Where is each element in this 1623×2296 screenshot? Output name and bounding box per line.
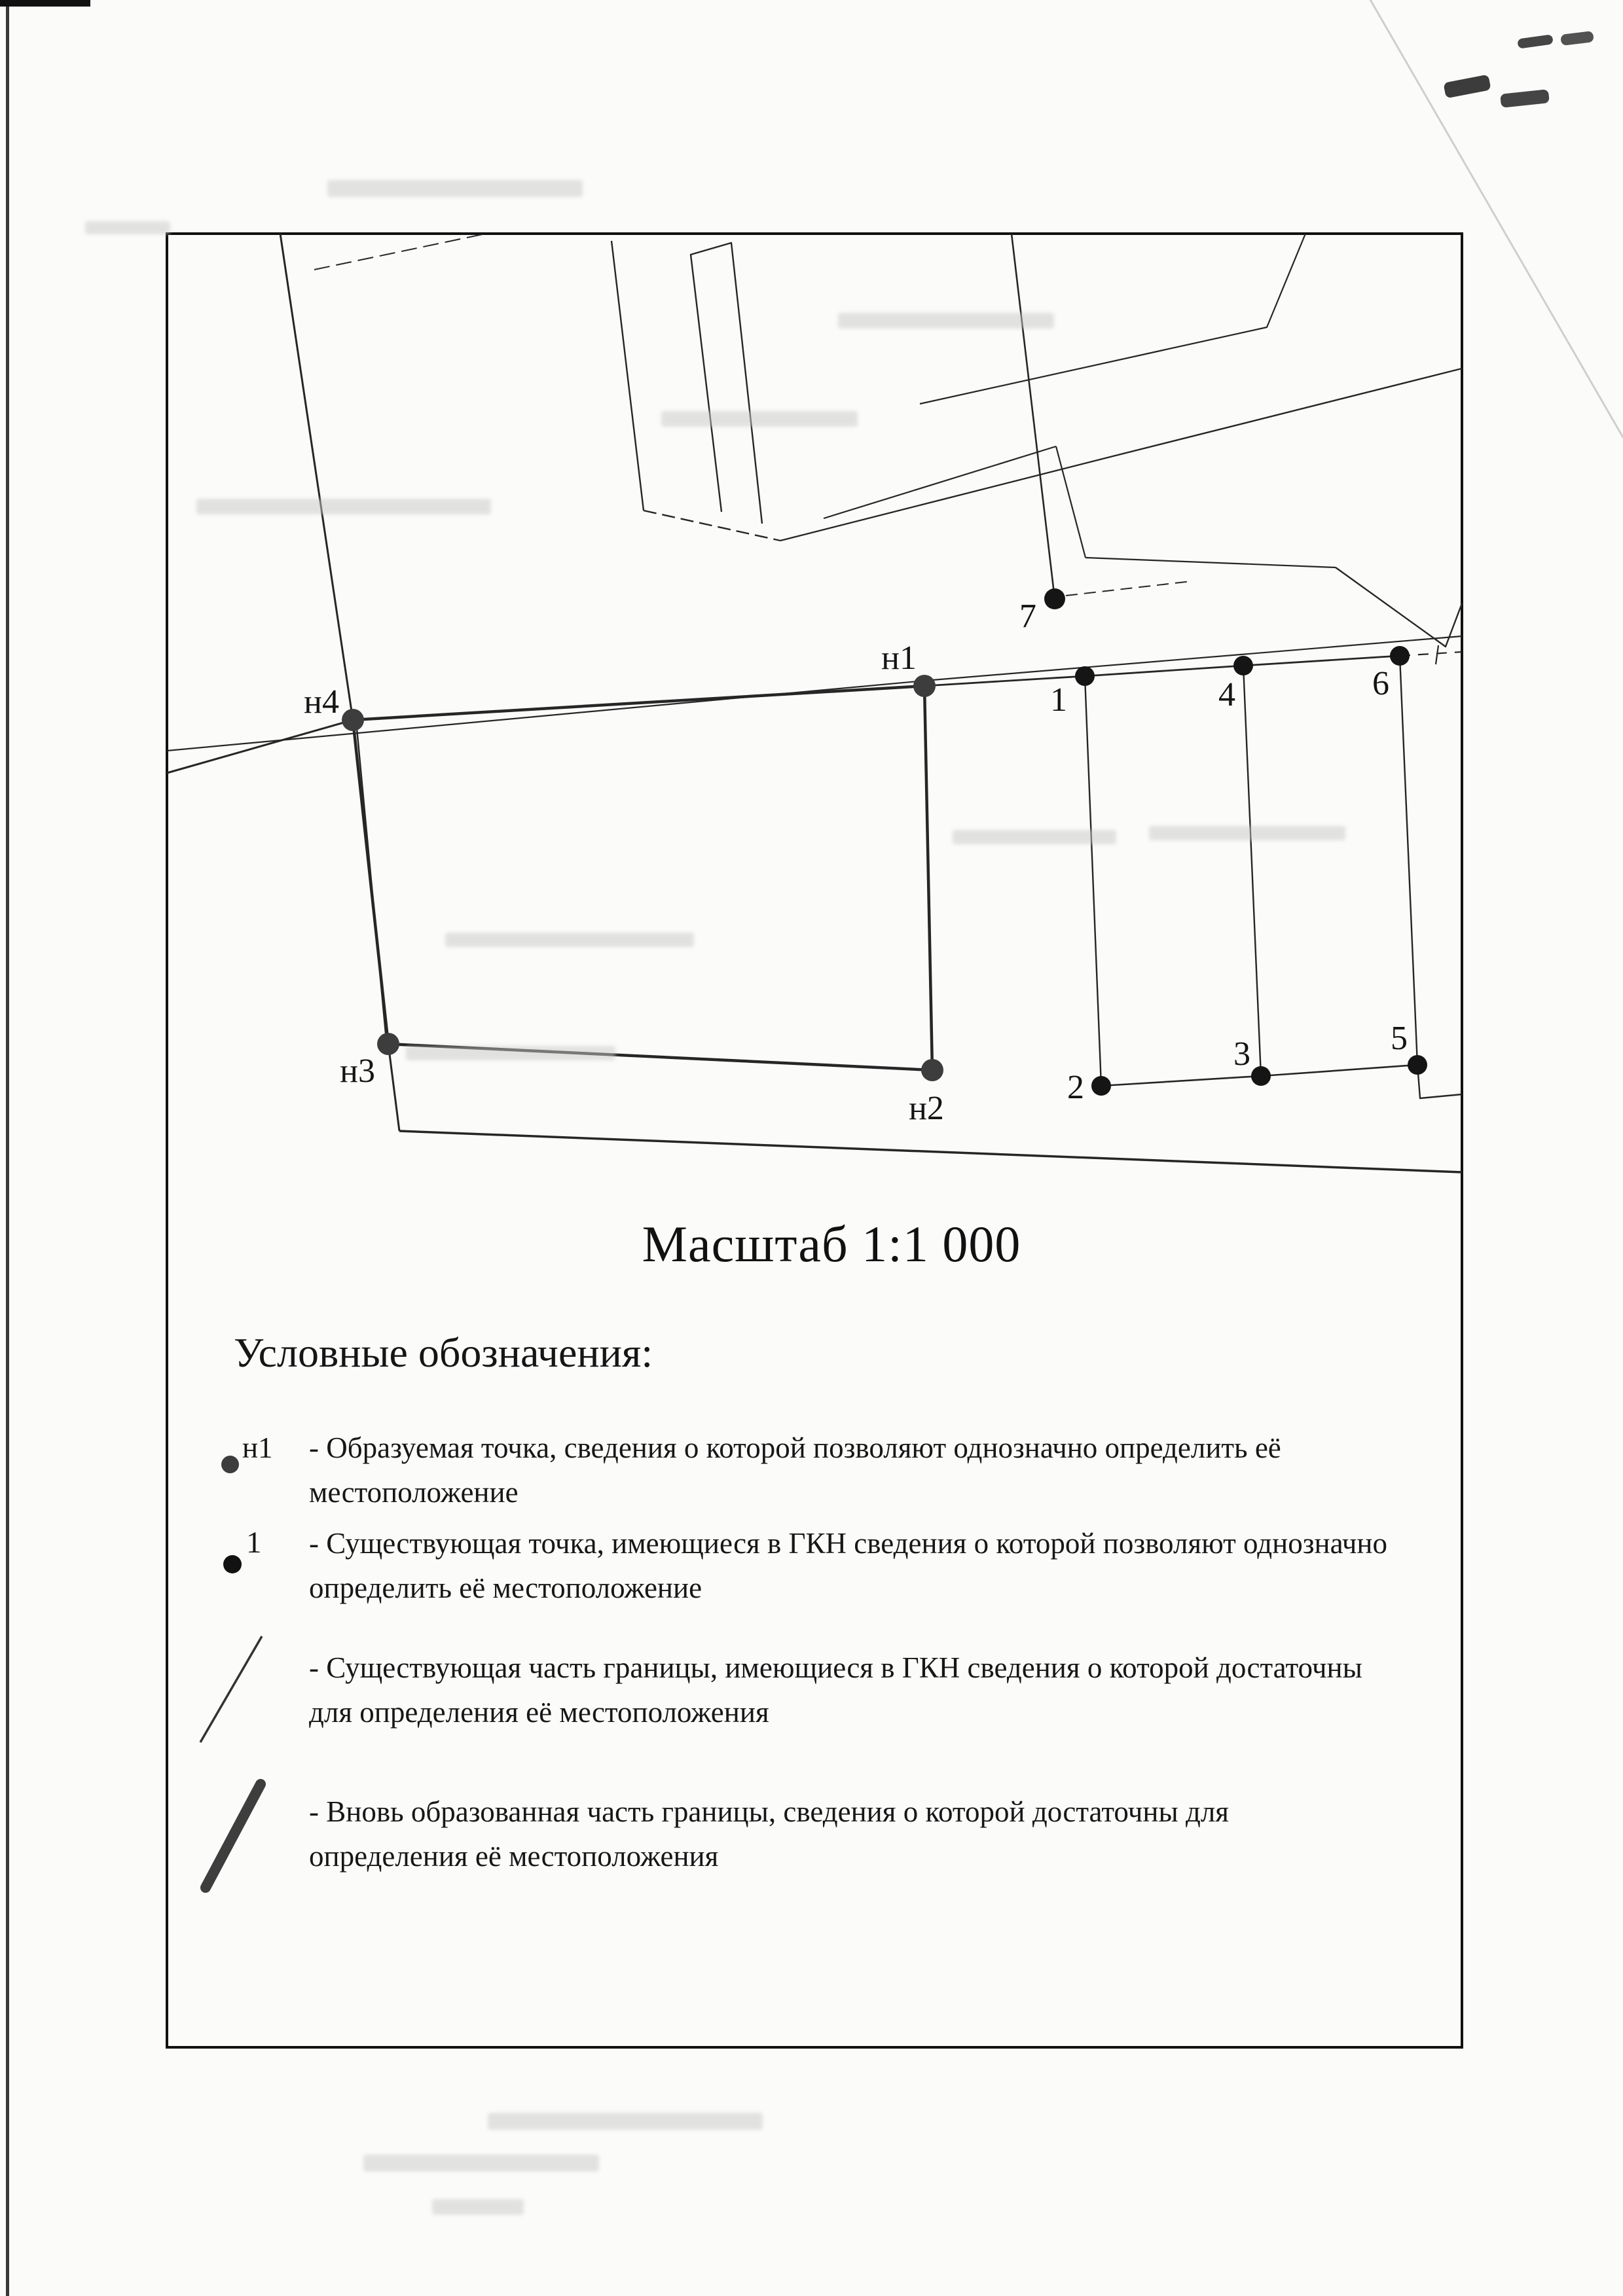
line-ledge (644, 511, 780, 541)
survey-point-label-н3: н3 (340, 1052, 375, 1090)
existing-point-symbol-label: 1 (246, 1526, 262, 1560)
survey-point-label-7: 7 (1019, 598, 1036, 635)
survey-point-6 (1390, 646, 1410, 666)
existing-point-symbol-icon (223, 1555, 242, 1573)
survey-point-label-1: 1 (1050, 681, 1067, 719)
line-bottom-boundary (399, 1131, 1462, 1172)
new-boundary-symbol-icon (194, 1775, 279, 1899)
new-point-symbol-label: н1 (242, 1431, 273, 1464)
bleedthrough-artifact (1149, 826, 1345, 840)
bleedthrough-artifact (838, 313, 1054, 329)
survey-point-label-3: 3 (1233, 1035, 1250, 1073)
survey-point-label-н1: н1 (881, 639, 917, 677)
bleedthrough-artifact (661, 411, 858, 427)
survey-point-5 (1408, 1055, 1427, 1075)
legend-item-new-point: - Образуемая точка, сведения о которой позволяют однозначно определить её местоположение (309, 1431, 1281, 1509)
survey-point-label-4: 4 (1218, 676, 1235, 713)
survey-point-1 (1075, 666, 1095, 686)
legend-item-existing-boundary: - Существующая часть границы, имеющиеся в ГКН сведения о которой достаточны для определения её местоположения (309, 1651, 1362, 1729)
survey-point-3 (1251, 1066, 1271, 1086)
bleedthrough-artifact (488, 2113, 763, 2130)
line-road-to-chevron (1085, 558, 1336, 567)
line-chevron-right (1336, 567, 1462, 647)
line-line-6-5 (1400, 656, 1417, 1065)
line-road-diagonal-a (780, 368, 1462, 541)
scan-edge-line (6, 0, 9, 2296)
bleedthrough-artifact (432, 2199, 524, 2215)
bleedthrough-artifact (327, 180, 583, 197)
line-steep-mid (611, 241, 644, 511)
line-sliver-parcel (691, 243, 762, 524)
line-tick-right-of-6 (1436, 645, 1438, 664)
line-top-left-diagonal (314, 234, 486, 270)
existing-boundary-symbol-icon (194, 1631, 272, 1749)
line-line-1-2 (1085, 676, 1101, 1086)
survey-point-7 (1044, 588, 1065, 609)
survey-point-4 (1233, 656, 1253, 675)
survey-point-label-н2: н2 (909, 1090, 944, 1127)
survey-point-2 (1091, 1076, 1111, 1096)
map-scale-title: Масштаб 1:1 000 (642, 1215, 1021, 1272)
legend-item-new-boundary: - Вновь образованная часть границы, сведения о которой достаточны для определения её местоположения (309, 1795, 1229, 1873)
bleedthrough-artifact (953, 830, 1116, 844)
survey-point-label-н4: н4 (304, 683, 339, 721)
survey-point-н2 (921, 1059, 943, 1081)
survey-point-label-5: 5 (1391, 1020, 1408, 1057)
scan-corner-mark (0, 0, 90, 7)
survey-point-label-6: 6 (1372, 665, 1389, 702)
line-road-lower-left (167, 720, 353, 773)
survey-point-н4 (342, 709, 364, 731)
line-dash-right-of-7 (1066, 581, 1192, 596)
bleedthrough-artifact (406, 1046, 615, 1060)
survey-point-label-2: 2 (1067, 1069, 1084, 1106)
bleedthrough-artifact (445, 933, 694, 947)
legend-item-existing-point: - Существующая точка, имеющиеся в ГКН сведения о которой позволяют однозначно определить её местоположение (309, 1527, 1387, 1604)
bleedthrough-artifact (85, 221, 170, 234)
new-point-symbol-icon (221, 1456, 239, 1473)
bleedthrough-artifact (363, 2155, 599, 2172)
legend-title: Условные обозначения: (234, 1329, 653, 1376)
survey-point-н1 (913, 675, 936, 697)
bleedthrough-artifact (196, 499, 491, 514)
line-road-diagonal-c (824, 446, 1056, 518)
line-new-parcel (353, 686, 932, 1070)
line-z-drop (1056, 446, 1085, 558)
survey-point-н3 (377, 1033, 399, 1055)
line-line-4-3 (1243, 666, 1261, 1076)
line-line-to-7 (1012, 234, 1055, 599)
